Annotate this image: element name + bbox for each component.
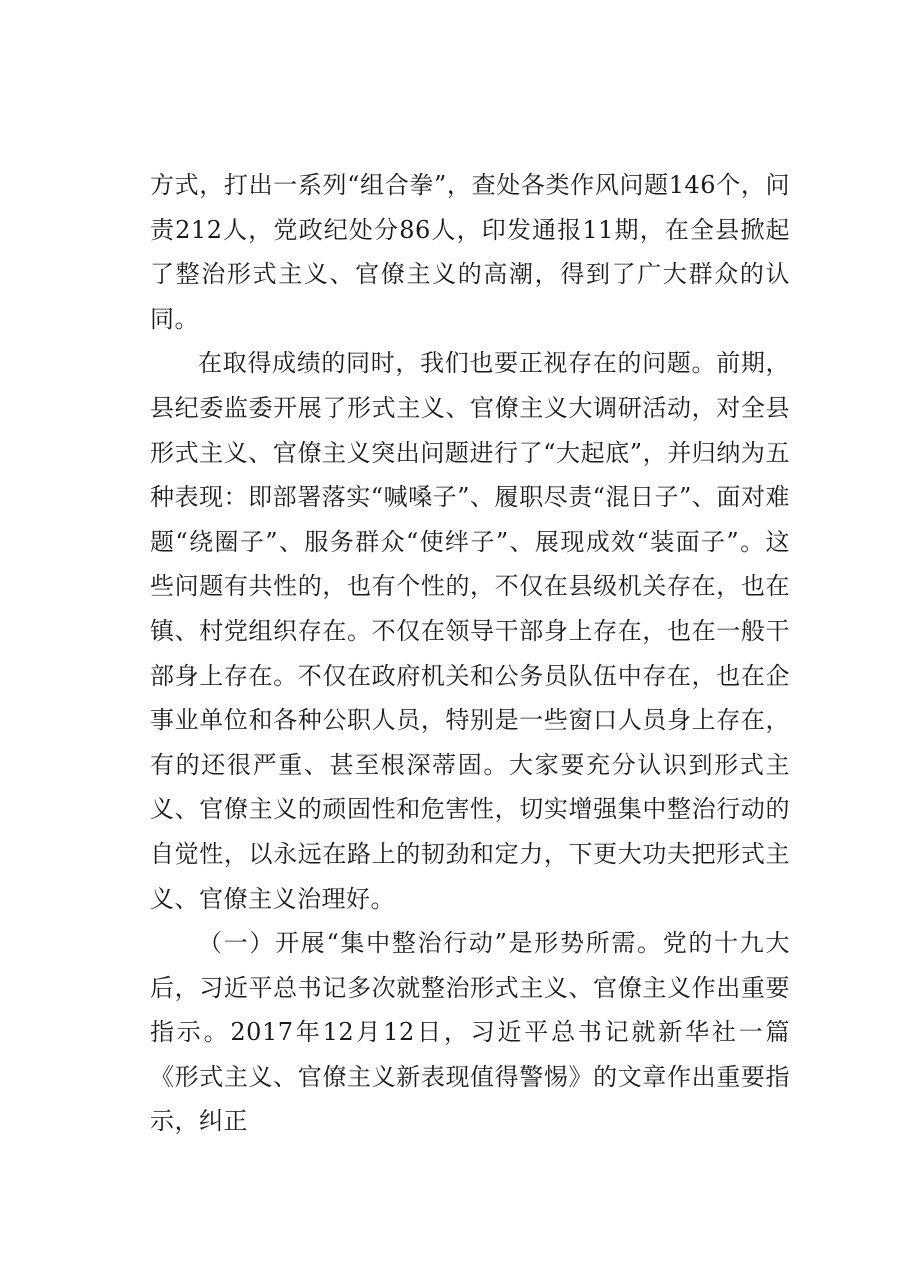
paragraph-1: 方式，打出一系列“组合拳”，查处各类作风问题146个，问责212人，党政纪处分86人，印发通报11期，在全县掀起了整治形式主义、官僚主义的高潮，得到了广大群众的认同。 — [150, 171, 790, 333]
paragraph-2: 在取得成绩的同时，我们也要正视存在的问题。前期，县纪委监委开展了形式主义、官僚主义大调研活动，对全县形式主义、官僚主义突出问题进行了“大起底”，并归纳为五种表现：即部署落实“喊嗓子”、履职尽责“混日子”、面对难题“绕圈子”、服务群众“使绊子”、展现成效“装面子”。这些问题有共性的，也有个性的，不仅在县级机关存在，也在镇、村党组织存在。不仅在领导干部身上存在，也在一般干部身上存在。不仅在政府机关和公务员队伍中存在，也在企事业单位和各种公职人员，特别是一些窗口人员身上存在，有的还很严重、甚至根深蒂固。大家要充分认识到形式主义、官僚主义的顽固性和危害性，切实增强集中整治行动的自觉性，以永远在路上的韧劲和定力，下更大功夫把形式主义、官僚主义治理好。 — [150, 349, 790, 913]
document-body — [150, 163, 790, 1144]
paragraph-3: （一）开展“集中整治行动”是形势所需。党的十九大后，习近平总书记多次就整治形式主义、官僚主义作出重要指示。2017年12月12日，习近平总书记就新华社一篇《形式主义、官僚主义新表现值得警惕》的文章作出重要指示，纠正 — [150, 929, 790, 1136]
